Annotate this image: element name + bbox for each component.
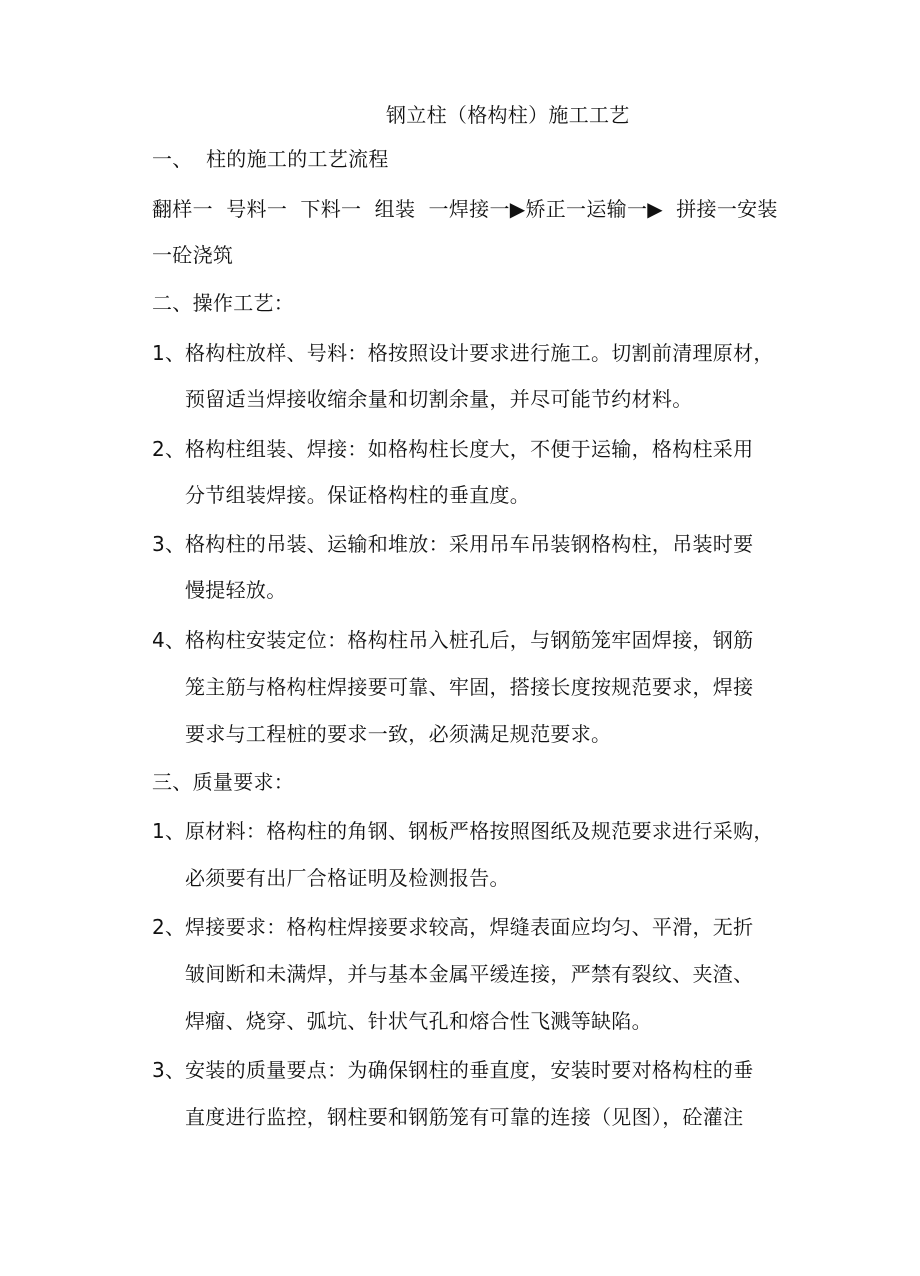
item-number: 3、: [152, 1058, 186, 1082]
section-1-title: 柱的施工的工艺流程: [206, 147, 389, 171]
item-text: 格构柱的吊装、运输和堆放：采用吊车吊装钢格构柱，吊装时要: [185, 532, 754, 556]
section-2-item-3: [152, 530, 753, 558]
item-text-continuation: 焊瘤、烧穿、弧坑、针状气孔和熔合性飞溅等缺陷。: [185, 1009, 652, 1033]
section-2-heading: 二、操作工艺：: [152, 291, 295, 315]
item-text-continuation: 分节组装焊接。保证格构柱的垂直度。: [185, 483, 531, 507]
item-text: 原材料：格构柱的角钢、钢板严格按照图纸及规范要求进行采购，: [185, 819, 774, 843]
item-text: 格构柱组装、焊接：如格构柱长度大，不便于运输，格构柱采用: [185, 437, 754, 461]
item-text-continuation: 笼主筋与格构柱焊接要可靠、牢固，搭接长度按规范要求，焊接: [185, 675, 754, 699]
item-number: 3、: [152, 532, 186, 556]
section-1-number: 一、: [152, 147, 193, 171]
item-number: 2、: [152, 915, 186, 939]
section-2-item-2: [152, 435, 753, 463]
item-number: 1、: [152, 819, 186, 843]
item-text-continuation: 必须要有出厂合格证明及检测报告。: [185, 866, 510, 890]
item-text-continuation: 要求与工程桩的要求一致，必须满足规范要求。: [185, 722, 612, 746]
section-3-heading: 三、质量要求：: [152, 770, 295, 794]
section-1-heading: [152, 145, 389, 173]
process-flow-line-2: 一砼浇筑: [152, 243, 234, 267]
section-2-item-1: [152, 339, 774, 367]
process-flow-line-1: 翻样一 号料一 下料一 组装 一焊接一▶矫正一运输一▶ 拼接一安装: [152, 197, 778, 221]
section-3-item-2: [152, 913, 753, 941]
item-text: 焊接要求：格构柱焊接要求较高，焊缝表面应均匀、平滑，无折: [185, 915, 754, 939]
item-number: 1、: [152, 341, 186, 365]
item-text-continuation: 慢提轻放。: [185, 578, 287, 602]
item-text-continuation: 预留适当焊接收缩余量和切割余量，并尽可能节约材料。: [185, 387, 693, 411]
section-3-item-1: [152, 817, 774, 845]
section-3-item-3: [152, 1056, 753, 1084]
section-2-item-4: [152, 626, 753, 654]
item-text: 安装的质量要点：为确保钢柱的垂直度，安装时要对格构柱的垂: [185, 1058, 754, 1082]
item-number: 2、: [152, 437, 186, 461]
item-text-continuation: 直度进行监控，钢柱要和钢筋笼有可靠的连接（见图），砼灌注: [185, 1105, 744, 1129]
item-number: 4、: [152, 628, 186, 652]
document-title: 钢立柱（格构柱）施工工艺: [386, 103, 630, 127]
item-text: 格构柱安装定位：格构柱吊入桩孔后，与钢筋笼牢固焊接，钢筋: [185, 628, 754, 652]
item-text-continuation: 皱间断和未满焊，并与基本金属平缓连接，严禁有裂纹、夹渣、: [185, 962, 754, 986]
item-text: 格构柱放样、号料：格按照设计要求进行施工。切割前清理原材，: [185, 341, 774, 365]
